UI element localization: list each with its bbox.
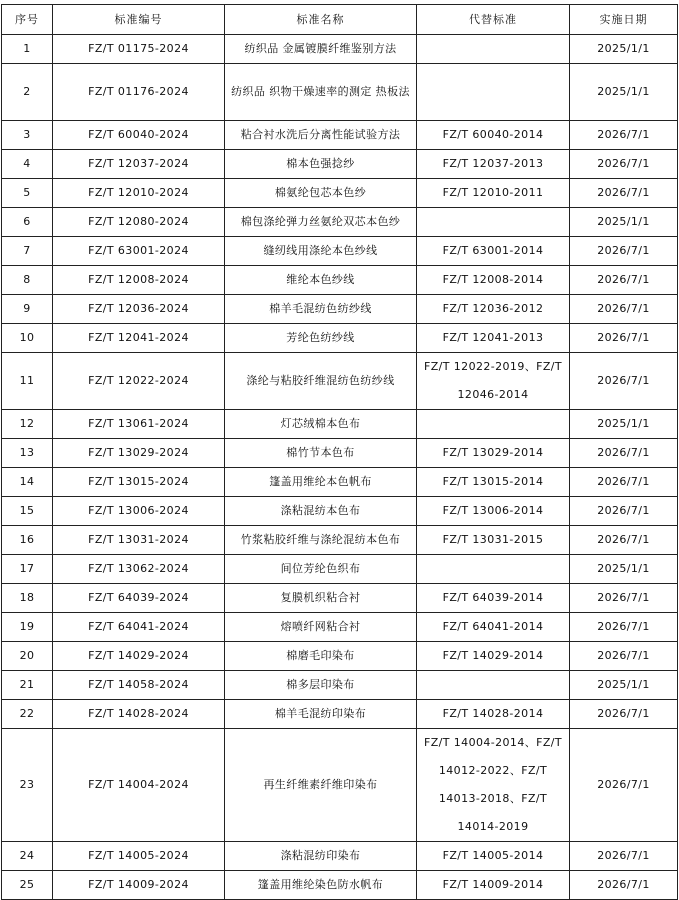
header-name: 标准名称	[225, 5, 417, 35]
cell-replace: FZ/T 60040-2014	[417, 121, 570, 150]
cell-name: 复膜机织粘合衬	[225, 584, 417, 613]
cell-replace	[417, 35, 570, 64]
cell-replace	[417, 64, 570, 121]
cell-date: 2026/7/1	[570, 353, 678, 410]
cell-name: 棉磨毛印染布	[225, 642, 417, 671]
cell-no: 5	[2, 179, 53, 208]
table-row	[2, 237, 678, 266]
cell-no: 16	[2, 526, 53, 555]
header-date: 实施日期	[570, 5, 678, 35]
cell-name: 再生纤维素纤维印染布	[225, 729, 417, 842]
cell-name: 棉多层印染布	[225, 671, 417, 700]
cell-name: 涤纶与粘胶纤维混纺色纺纱线	[225, 353, 417, 410]
table-row	[2, 613, 678, 642]
cell-name: 棉竹节本色布	[225, 439, 417, 468]
cell-date: 2025/1/1	[570, 208, 678, 237]
cell-replace: FZ/T 63001-2014	[417, 237, 570, 266]
cell-replace: FZ/T 12008-2014	[417, 266, 570, 295]
cell-replace: FZ/T 12022-2019、FZ/T 12046-2014	[417, 353, 570, 410]
cell-date: 2026/7/1	[570, 642, 678, 671]
cell-no: 12	[2, 410, 53, 439]
cell-date: 2026/7/1	[570, 295, 678, 324]
table-row	[2, 353, 678, 410]
cell-replace: FZ/T 14029-2014	[417, 642, 570, 671]
cell-name: 粘合衬水洗后分离性能试验方法	[225, 121, 417, 150]
cell-date: 2026/7/1	[570, 150, 678, 179]
cell-no: 10	[2, 324, 53, 353]
cell-code: FZ/T 01176-2024	[53, 64, 225, 121]
cell-date: 2026/7/1	[570, 237, 678, 266]
cell-replace: FZ/T 14009-2014	[417, 871, 570, 900]
cell-replace	[417, 208, 570, 237]
cell-date: 2026/7/1	[570, 526, 678, 555]
cell-replace: FZ/T 14005-2014	[417, 842, 570, 871]
cell-code: FZ/T 63001-2024	[53, 237, 225, 266]
cell-date: 2026/7/1	[570, 842, 678, 871]
cell-no: 3	[2, 121, 53, 150]
table-row	[2, 410, 678, 439]
cell-code: FZ/T 12041-2024	[53, 324, 225, 353]
cell-no: 13	[2, 439, 53, 468]
cell-code: FZ/T 01175-2024	[53, 35, 225, 64]
cell-no: 22	[2, 700, 53, 729]
table-row	[2, 150, 678, 179]
cell-name: 棉羊毛混纺色纺纱线	[225, 295, 417, 324]
cell-name: 棉羊毛混纺印染布	[225, 700, 417, 729]
table-row	[2, 121, 678, 150]
cell-name: 棉包涤纶弹力丝氨纶双芯本色纱	[225, 208, 417, 237]
cell-replace: FZ/T 64039-2014	[417, 584, 570, 613]
cell-code: FZ/T 64041-2024	[53, 613, 225, 642]
cell-replace: FZ/T 12036-2012	[417, 295, 570, 324]
table-row	[2, 700, 678, 729]
cell-no: 19	[2, 613, 53, 642]
cell-date: 2026/7/1	[570, 497, 678, 526]
cell-name: 棉氨纶包芯本色纱	[225, 179, 417, 208]
standards-table	[1, 4, 678, 900]
cell-no: 4	[2, 150, 53, 179]
cell-name: 芳纶色纺纱线	[225, 324, 417, 353]
cell-no: 6	[2, 208, 53, 237]
header-replace: 代替标准	[417, 5, 570, 35]
cell-date: 2026/7/1	[570, 121, 678, 150]
cell-name: 棉本色强捻纱	[225, 150, 417, 179]
table-row	[2, 295, 678, 324]
cell-code: FZ/T 13015-2024	[53, 468, 225, 497]
cell-code: FZ/T 12036-2024	[53, 295, 225, 324]
cell-replace: FZ/T 13006-2014	[417, 497, 570, 526]
cell-no: 23	[2, 729, 53, 842]
cell-code: FZ/T 12037-2024	[53, 150, 225, 179]
cell-no: 11	[2, 353, 53, 410]
cell-name: 涤粘混纺印染布	[225, 842, 417, 871]
cell-replace: FZ/T 14004-2014、FZ/T 14012-2022、FZ/T 14013-2018、FZ/T 14014-2019	[417, 729, 570, 842]
cell-name: 竹浆粘胶纤维与涤纶混纺本色布	[225, 526, 417, 555]
cell-code: FZ/T 64039-2024	[53, 584, 225, 613]
cell-no: 17	[2, 555, 53, 584]
cell-replace: FZ/T 12010-2011	[417, 179, 570, 208]
cell-replace	[417, 671, 570, 700]
table-row	[2, 842, 678, 871]
cell-name: 灯芯绒棉本色布	[225, 410, 417, 439]
cell-no: 8	[2, 266, 53, 295]
cell-no: 20	[2, 642, 53, 671]
cell-name: 纺织品 织物干燥速率的测定 热板法	[225, 64, 417, 121]
cell-replace	[417, 410, 570, 439]
cell-no: 25	[2, 871, 53, 900]
cell-replace: FZ/T 64041-2014	[417, 613, 570, 642]
cell-no: 24	[2, 842, 53, 871]
table-row	[2, 266, 678, 295]
cell-date: 2025/1/1	[570, 555, 678, 584]
cell-name: 涤粘混纺本色布	[225, 497, 417, 526]
cell-date: 2026/7/1	[570, 324, 678, 353]
table-row	[2, 555, 678, 584]
cell-code: FZ/T 14009-2024	[53, 871, 225, 900]
cell-date: 2026/7/1	[570, 613, 678, 642]
table-row	[2, 642, 678, 671]
cell-code: FZ/T 14028-2024	[53, 700, 225, 729]
cell-no: 1	[2, 35, 53, 64]
cell-no: 18	[2, 584, 53, 613]
cell-date: 2026/7/1	[570, 439, 678, 468]
table-row	[2, 729, 678, 842]
table-row	[2, 671, 678, 700]
cell-replace: FZ/T 13029-2014	[417, 439, 570, 468]
cell-date: 2025/1/1	[570, 410, 678, 439]
cell-no: 9	[2, 295, 53, 324]
cell-code: FZ/T 14058-2024	[53, 671, 225, 700]
cell-date: 2026/7/1	[570, 266, 678, 295]
cell-date: 2026/7/1	[570, 729, 678, 842]
table-row	[2, 324, 678, 353]
cell-no: 7	[2, 237, 53, 266]
cell-name: 间位芳纶色织布	[225, 555, 417, 584]
cell-replace: FZ/T 12037-2013	[417, 150, 570, 179]
cell-date: 2026/7/1	[570, 468, 678, 497]
cell-code: FZ/T 14004-2024	[53, 729, 225, 842]
cell-no: 15	[2, 497, 53, 526]
cell-replace: FZ/T 13015-2014	[417, 468, 570, 497]
cell-name: 纺织品 金属镀膜纤维鉴别方法	[225, 35, 417, 64]
table-row	[2, 179, 678, 208]
cell-date: 2025/1/1	[570, 64, 678, 121]
cell-name: 维纶本色纱线	[225, 266, 417, 295]
cell-code: FZ/T 14005-2024	[53, 842, 225, 871]
table-row	[2, 35, 678, 64]
cell-code: FZ/T 13031-2024	[53, 526, 225, 555]
cell-date: 2026/7/1	[570, 700, 678, 729]
table-row	[2, 64, 678, 121]
cell-code: FZ/T 60040-2024	[53, 121, 225, 150]
header-row	[2, 5, 678, 35]
cell-name: 缝纫线用涤纶本色纱线	[225, 237, 417, 266]
table-row	[2, 468, 678, 497]
header-code: 标准编号	[53, 5, 225, 35]
table-row	[2, 439, 678, 468]
table-row	[2, 208, 678, 237]
cell-no: 14	[2, 468, 53, 497]
cell-date: 2026/7/1	[570, 179, 678, 208]
cell-replace	[417, 555, 570, 584]
cell-no: 2	[2, 64, 53, 121]
cell-code: FZ/T 12022-2024	[53, 353, 225, 410]
cell-code: FZ/T 13061-2024	[53, 410, 225, 439]
cell-date: 2025/1/1	[570, 671, 678, 700]
cell-replace: FZ/T 14028-2014	[417, 700, 570, 729]
cell-name: 熔喷纤网粘合衬	[225, 613, 417, 642]
cell-code: FZ/T 12010-2024	[53, 179, 225, 208]
table-body	[2, 35, 678, 900]
cell-no: 21	[2, 671, 53, 700]
cell-name: 篷盖用维纶本色帆布	[225, 468, 417, 497]
header-no: 序号	[2, 5, 53, 35]
cell-replace: FZ/T 13031-2015	[417, 526, 570, 555]
table-row	[2, 584, 678, 613]
cell-code: FZ/T 12080-2024	[53, 208, 225, 237]
table-row	[2, 497, 678, 526]
cell-code: FZ/T 13006-2024	[53, 497, 225, 526]
table-row	[2, 526, 678, 555]
cell-code: FZ/T 12008-2024	[53, 266, 225, 295]
cell-code: FZ/T 13062-2024	[53, 555, 225, 584]
cell-name: 篷盖用维纶染色防水帆布	[225, 871, 417, 900]
cell-replace: FZ/T 12041-2013	[417, 324, 570, 353]
cell-code: FZ/T 13029-2024	[53, 439, 225, 468]
cell-date: 2026/7/1	[570, 584, 678, 613]
cell-code: FZ/T 14029-2024	[53, 642, 225, 671]
cell-date: 2025/1/1	[570, 35, 678, 64]
cell-date: 2026/7/1	[570, 871, 678, 900]
